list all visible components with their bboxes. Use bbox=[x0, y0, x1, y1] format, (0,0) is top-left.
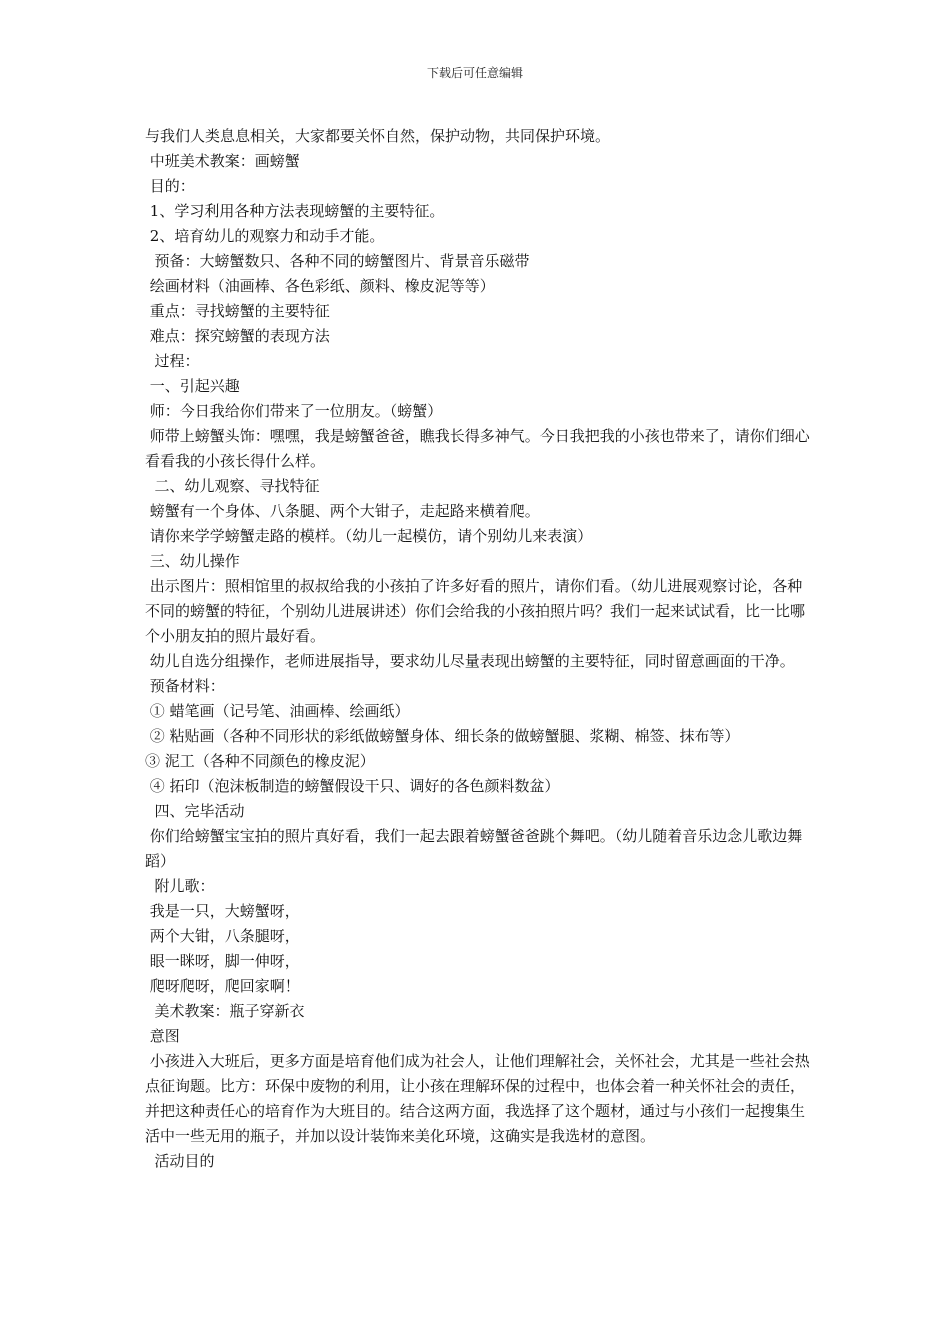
paragraph: 过程： bbox=[145, 352, 200, 370]
paragraph: 中班美术教案：画螃蟹 bbox=[145, 152, 300, 170]
paragraph: ③ 泥工（各种不同颜色的橡皮泥） bbox=[145, 752, 375, 770]
paragraph: 你们给螃蟹宝宝拍的照片真好看，我们一起去跟着螃蟹爸爸跳个舞吧。（幼儿随着音乐边念儿歌边舞蹈） bbox=[145, 827, 803, 870]
paragraph: 一、引起兴趣 bbox=[145, 377, 240, 395]
paragraph: 美术教案：瓶子穿新衣 bbox=[145, 1002, 305, 1020]
paragraph: 二、幼儿观察、寻找特征 bbox=[145, 477, 320, 495]
paragraph: 幼儿自选分组操作，老师进展指导，要求幼儿尽量表现出螃蟹的主要特征，同时留意画面的干净。 bbox=[145, 652, 795, 670]
paragraph: 师：今日我给你们带来了一位朋友。（螃蟹） bbox=[145, 402, 443, 420]
paragraph: 目的： bbox=[145, 177, 195, 195]
page-header: 下载后可任意编辑 bbox=[426, 66, 523, 80]
paragraph: 眼一眯呀，脚一伸呀， bbox=[145, 952, 300, 970]
paragraph: 预备：大螃蟹数只、各种不同的螃蟹图片、背景音乐磁带 bbox=[145, 252, 530, 270]
paragraph: 难点：探究螃蟹的表现方法 bbox=[145, 327, 330, 345]
paragraph: 师带上螃蟹头饰：嘿嘿，我是螃蟹爸爸，瞧我长得多神气。今日我把我的小孩也带来了，请你们细心看看我的小孩长得什么样。 bbox=[145, 427, 810, 470]
paragraph: 我是一只，大螃蟹呀， bbox=[145, 902, 300, 920]
paragraph: 活动目的 bbox=[145, 1152, 215, 1170]
paragraph: ② 粘贴画（各种不同形状的彩纸做螃蟹身体、细长条的做螃蟹腿、浆糊、棉签、抹布等） bbox=[145, 727, 740, 745]
paragraph: 爬呀爬呀，爬回家啊！ bbox=[145, 977, 300, 995]
paragraph: 请你来学学螃蟹走路的模样。（幼儿一起模仿，请个别幼儿来表演） bbox=[145, 527, 593, 545]
paragraph: 与我们人类息息相关，大家都要关怀自然，保护动物，共同保护环境。 bbox=[145, 127, 611, 145]
paragraph: ① 蜡笔画（记号笔、油画棒、绘画纸） bbox=[145, 702, 410, 720]
paragraph: 螃蟹有一个身体、八条腿、两个大钳子，走起路来横着爬。 bbox=[145, 502, 540, 520]
paragraph: 1、学习利用各种方法表现螃蟹的主要特征。 bbox=[145, 202, 445, 220]
paragraph: 出示图片：照相馆里的叔叔给我的小孩拍了许多好看的照片，请你们看。（幼儿进展观察讨论，各种不同的螃蟹的特征，个别幼儿进展讲述）你们会给我的小孩拍照片吗？我们一起来试试看，比一比哪个小朋友拍的照片最好看。 bbox=[145, 577, 806, 645]
document-body bbox=[145, 124, 810, 1174]
paragraph: ④ 拓印（泡沫板制造的螃蟹假设干只、调好的各色颜料数盆） bbox=[145, 777, 560, 795]
paragraph: 小孩进入大班后，更多方面是培育他们成为社会人，让他们理解社会，关怀社会，尤其是一些社会热点征询题。比方：环保中废物的利用，让小孩在理解环保的过程中，也体会着一种关怀社会的责任，并把这种责任心的培育作为大班目的。结合这两方面，我选择了这个题材，通过与小孩们一起搜集生活中一些无用的瓶子，并加以设计装饰来美化环境，这确实是我选材的意图。 bbox=[145, 1052, 810, 1145]
paragraph: 意图 bbox=[145, 1027, 180, 1045]
paragraph: 预备材料： bbox=[145, 677, 225, 695]
paragraph: 附儿歌： bbox=[145, 877, 215, 895]
paragraph: 四、完毕活动 bbox=[145, 802, 245, 820]
paragraph: 绘画材料（油画棒、各色彩纸、颜料、橡皮泥等等） bbox=[145, 277, 495, 295]
paragraph: 三、幼儿操作 bbox=[145, 552, 240, 570]
paragraph: 重点：寻找螃蟹的主要特征 bbox=[145, 302, 330, 320]
paragraph: 2、培育幼儿的观察力和动手才能。 bbox=[145, 227, 385, 245]
paragraph: 两个大钳，八条腿呀， bbox=[145, 927, 300, 945]
